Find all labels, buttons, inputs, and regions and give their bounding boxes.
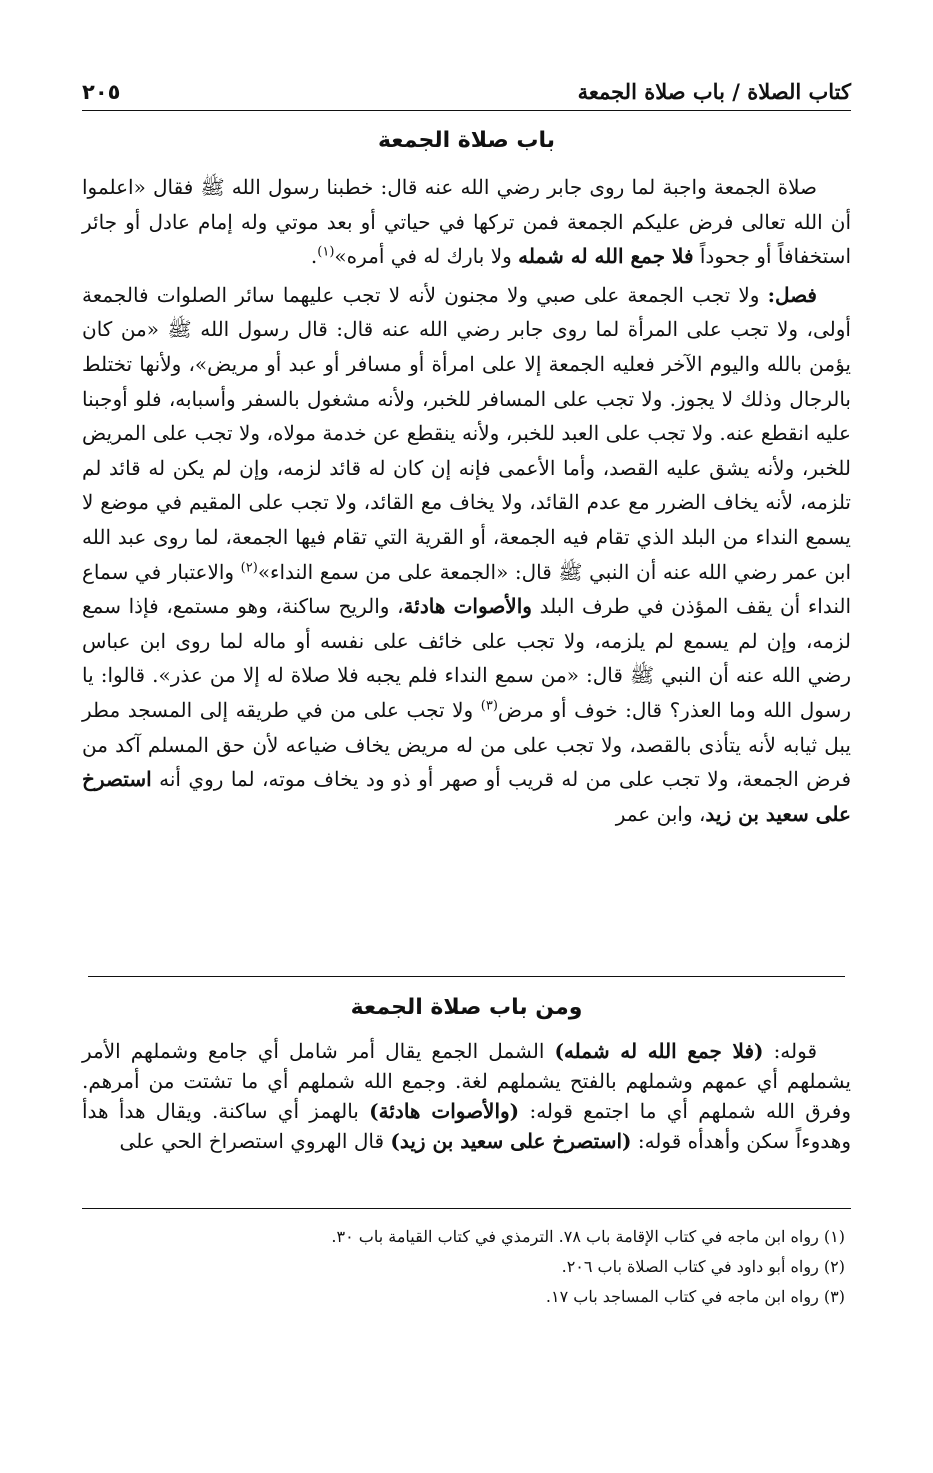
main-text (82, 170, 851, 831)
paragraph-fasl (82, 278, 851, 832)
para2-text-2: والاعتبار في سماع النداء أن يقف المؤذن في طرف البلد (82, 559, 852, 619)
footnote-ref-3: (٣) (480, 698, 498, 714)
para1-text-1: صلاة الجمعة واجبة لما روى جابر رضي الله عنه قال: خطبنا رسول الله ﷺ فقال «اعلموا أن الله تعالى فرض عليكم الجمعة فمن تركها في حياتي أو بعد موتي وله إمام عادل أو جائر استخفافاً أو جحوداً (82, 175, 851, 269)
commentary-paragraph (82, 1036, 851, 1156)
page-header (82, 70, 851, 104)
commentary-bold-3: (استصرخ على سعيد بن زيد) (390, 1129, 632, 1153)
para2-text-1: ولا تجب الجمعة على صبي ولا مجنون لأنه لا تجب عليهما سائر الصلوات فالجمعة أولى، ولا تجب على المرأة لما روى جابر رضي الله عنه قال: قال رسول الله ﷺ «من كان يؤمن بالله واليوم الآخر فعليه الجمعة إلا على امرأة أو مسافر أو عبد أو مريض»، ولأنها تختلط بالرجال وذلك لا يجوز. ولا تجب على المسافر للخبر، ولأنه مشغول بالسفر وأسبابه، فلو أوجبنا عليه انقطع عنه. ولا تجب على العبد للخبر، ولأنه ينقطع عن خدمة مولاه، ولا تجب على المريض للخبر، ولأنه يشق عليه القصد، وأما الأعمى فإنه إن كان له قائد لزمه، وإن لم يكن له قائد لم تلزمه، لأنه يخاف الضرر مع عدم القائد، ولا يخاف مع القائد، ولا تجب على المقيم في موضع لا يسمع النداء من البلد الذي تقام فيه الجمعة، أو القرية التي تقام فيها الجمعة، لما روى عبد الله ابن عمر رضي الله عنه أن النبي ﷺ قال: «الجمعة على من سمع النداء» (82, 282, 852, 584)
commentary-text-4: قال الهروي استصراخ الحي على (119, 1129, 385, 1153)
commentary-text-1: قوله: (773, 1039, 818, 1063)
header-divider (82, 110, 851, 111)
commentary-divider (88, 976, 845, 977)
chapter-title: باب صلاة الجمعة (377, 128, 556, 153)
commentary-bold-1: (فلا جمع الله له شمله) (554, 1039, 764, 1063)
commentary-text (82, 1036, 851, 1156)
para2-bold-2: والأصوات هادئة (403, 594, 532, 619)
footnote-2: (٢) رواه أبو داود في كتاب الصلاة باب ٢٠٦. (561, 1257, 845, 1276)
page-number: ٢٠٥ (82, 80, 121, 104)
commentary-title: ومن باب صلاة الجمعة (350, 995, 583, 1020)
para1-end: . (310, 244, 318, 269)
commentary-text-3: بالهمز أي ساكنة. ويقال هدأ هدأ وهدوءاً سكن وأهدأه قوله: (82, 1099, 851, 1153)
footnotes-divider (82, 1208, 851, 1209)
commentary-text-2: الشمل الجمع يقال أمر شامل أي جامع وشملهم الأمر يشملهم أي عمهم وشملهم بالفتح يشملهم لغة. وجمع الله شملهم أي ما تشتت من أمرهم. وفرق الله شملهم أي ما اجتمع قوله: (82, 1039, 852, 1123)
footnote-ref-2: (٢) (240, 559, 258, 575)
para1-bold-1: فلا جمع الله له شمله (518, 244, 694, 269)
commentary-bold-2: (والأصوات هادئة) (369, 1099, 520, 1123)
para2-text-4: ولا تجب على من في طريقه إلى المسجد مطر يبل ثيابه لأنه يتأذى بالقصد، ولا تجب على من له مريض يخاف ضياعه لأن حق المسلم آكد من فرض الجمعة، ولا تجب على من له قريب أو صهر أو ذو ود يخاف موته، لما روي أنه (82, 697, 852, 792)
footnotes (82, 1222, 851, 1312)
para1-text-2: ولا بارك له في أمره» (334, 244, 512, 269)
paragraph-obligation (82, 170, 851, 274)
footnote-3: (٣) رواه ابن ماجه في كتاب المساجد باب ١٧. (545, 1287, 845, 1306)
para2-bold-3: استصرخ على سعيد بن زيد (82, 767, 851, 826)
footnote-1: (١) رواه ابن ماجه في كتاب الإقامة باب ٧٨. الترمذي في كتاب القيامة باب ٣٠. (331, 1227, 845, 1246)
running-title: كتاب الصلاة / باب صلاة الجمعة (577, 79, 851, 104)
fasl-label: فصل: (767, 282, 817, 307)
para2-text-5: ، وابن عمر (615, 801, 706, 826)
para2-text-3: ، والريح ساكنة، وهو مستمع، فإذا سمع لزمه، وإن لم يسمع لم يلزمه، ولا تجب على خائف على نفسه أو ماله لما روى ابن عباس رضي الله عنه أن النبي ﷺ قال: «من سمع النداء فلم يجبه فلا صلاة له إلا من عذر». قالوا: يا رسول الله وما العذر؟ قال: خوف أو مرض (82, 594, 852, 722)
footnote-ref-1: (١) (317, 244, 335, 260)
